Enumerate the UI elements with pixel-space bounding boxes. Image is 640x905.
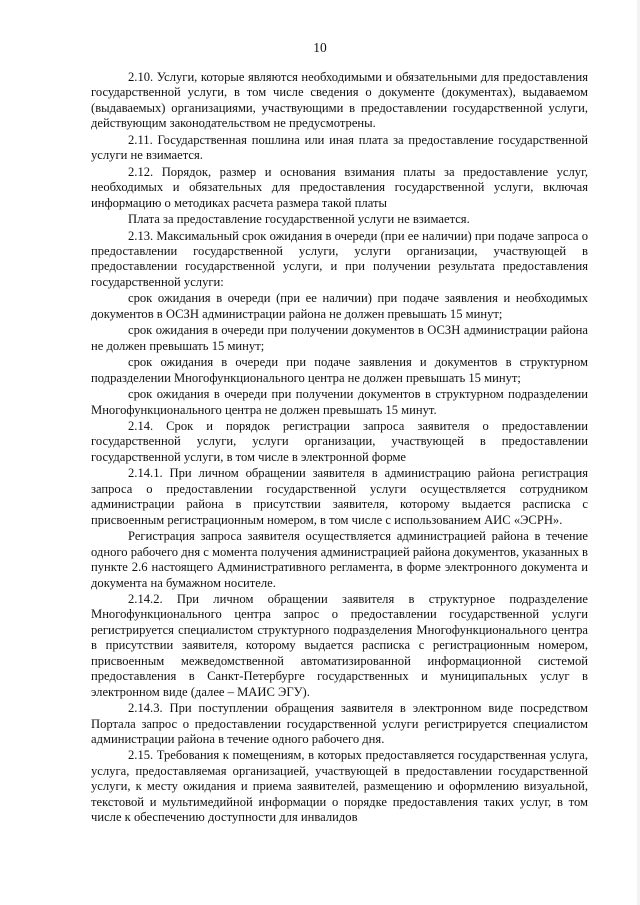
page-number: 10	[313, 40, 327, 55]
document-body	[91, 70, 588, 827]
paragraph-2-14-2: 2.14.2. При личном обращении заявителя в структурное подразделение Многофункционального центра запрос о предоставлении государственной услуги регистрируется специалистом структурного подразделения Многофункционального центра в присутствии заявителя, которому выдается расписка с регистрационным номером, присвоенным межведомственной автоматизированной информационной системой предоставления в Санкт-Петербурге государственных и муниципальных услуг в электронном виде (далее – МАИС ЭГУ).	[91, 591, 588, 699]
paragraph-2-14-1: 2.14.1. При личном обращении заявителя в администрацию района регистрация запроса о предоставлении государственной услуги осуществляется сотрудником администрации района в присутствии заявителя, которому выдается расписка с присвоенным регистрационным номером, в том числе с использованием АИС «ЭСРН».	[91, 466, 588, 527]
paragraph-wait-receive-mfc: срок ожидания в очереди при получении документов в структурном подразделении Многофункционального центра не должен превышать 15 минут.	[91, 387, 588, 417]
paragraph-registration: Регистрация запроса заявителя осуществляется администрацией района в течение одного рабочего дня с момента получения администрацией района документов, указанных в пункте 2.6 настоящего Административного регламента, в форме электронного документа и документа на бумажном носителе.	[91, 529, 588, 590]
paragraph-2-15: 2.15. Требования к помещениям, в которых предоставляется государственная услуга, услуга, предоставляемая организацией, участвующей в предоставлении государственной услуги, к месту ожидания и приема заявителей, размещению и оформлению визуальной, текстовой и мультимедийной информации о порядке предоставления таких услуг, в том числе к обеспечению доступности для инвалидов	[91, 748, 588, 825]
paragraph-fee-statement: Плата за предоставление государственной услуги не взимается.	[128, 212, 470, 227]
paragraph-2-13: 2.13. Максимальный срок ожидания в очереди (при ее наличии) при подаче запроса о предоставлении государственной услуги, услуги организации, участвующей в предоставлении государственной услуги, и при получении результата предоставления государственной услуги:	[91, 228, 588, 289]
paragraph-wait-submit-mfc: срок ожидания в очереди при подаче заявления и документов в структурном подразделении Многофункционального центра не должен превышать 15 минут;	[91, 355, 588, 385]
paragraph-2-14-3: 2.14.3. При поступлении обращения заявителя в электронном виде посредством Портала запрос о предоставлении государственной услуги регистрируется специалистом администрации района в течение одного рабочего дня.	[91, 701, 588, 747]
paragraph-2-12: 2.12. Порядок, размер и основания взимания платы за предоставление услуг, необходимых и обязательных для предоставления государственной услуги, включая информацию о методиках расчета размера такой платы	[91, 164, 588, 210]
paragraph-2-10: 2.10. Услуги, которые являются необходимыми и обязательными для предоставления государственной услуги, в том числе сведения о документе (документах), выдаваемом (выдаваемых) организациями, участвующими в предоставлении государственной услуги, действующим законодательством не предусмотрены.	[91, 70, 588, 131]
paragraph-wait-submit-oszn: срок ожидания в очереди (при ее наличии) при подаче заявления и необходимых документов в ОСЗН администрации района не должен превышать 15 минут;	[91, 291, 588, 321]
paragraph-2-14: 2.14. Срок и порядок регистрации запроса заявителя о предоставлении государственной услуги, услуги организации, участвующей в предоставлении государственной услуги, в том числе в электронной форме	[91, 418, 588, 464]
paragraph-2-11: 2.11. Государственная пошлина или иная плата за предоставление государственной услуги не взимается.	[91, 132, 588, 163]
paragraph-wait-receive-oszn: срок ожидания в очереди при получении документов в ОСЗН администрации района не должен превышать 15 минут;	[91, 323, 588, 353]
